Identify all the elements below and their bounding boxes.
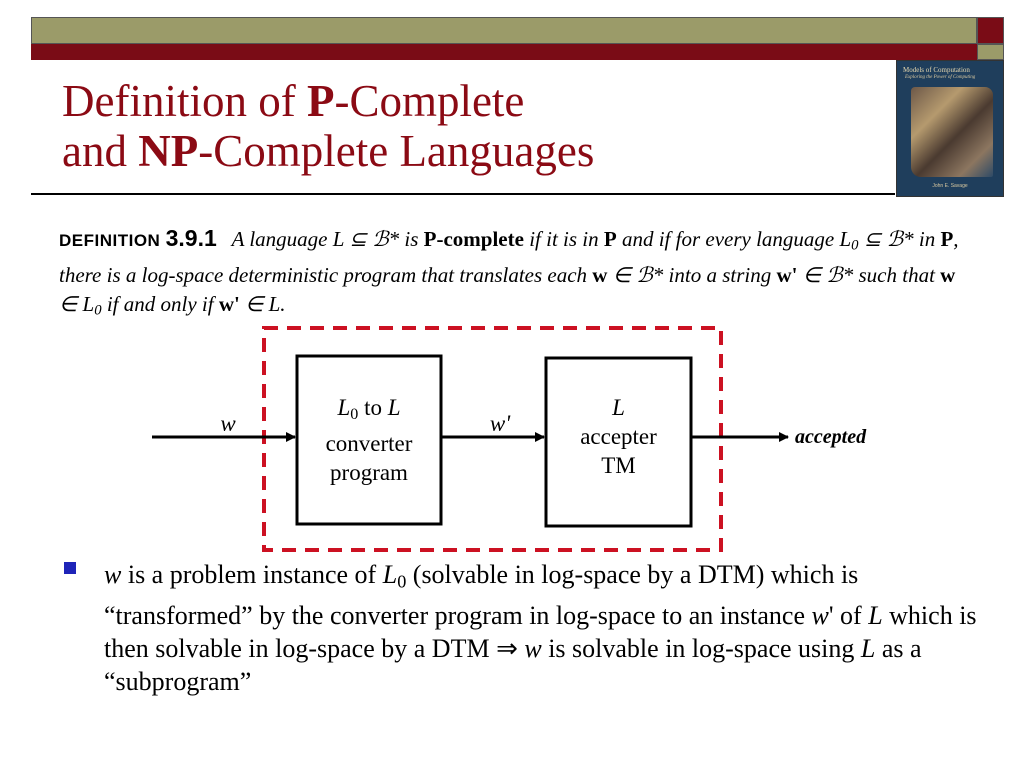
definition-number: 3.9.1 bbox=[165, 225, 217, 251]
book-subtitle: Exploring the Power of Computing bbox=[905, 75, 976, 80]
converter-box-label bbox=[302, 393, 436, 487]
bullet-text: w is a problem instance of $L_0$ (solvable in log-space by a DTM) which is “transformed” by the converter program in log-space to an instance w' of L which is then solvable in log-space by a DTM ⇒ w is solvable in log-space using L as a “subprogram” bbox=[104, 560, 977, 696]
accepter-line-3: TM bbox=[601, 453, 636, 478]
book-author: John E. Savage bbox=[932, 183, 968, 189]
converter-line-3: program bbox=[330, 460, 408, 486]
accepter-box-label bbox=[551, 393, 686, 480]
converter-line-1: $L_0$ to L bbox=[337, 395, 401, 424]
accepter-line-2: accepter bbox=[580, 424, 657, 449]
definition-label: DEFINITION bbox=[59, 231, 161, 250]
input-w-label: w bbox=[220, 411, 236, 436]
title-line-1: Definition of P-Complete bbox=[62, 76, 525, 126]
definition-text: DEFINITION 3.9.1 A language L ⊆ ℬ* is P-complete if it is in P and if for every language $L_0$ ⊆ ℬ* in P, there is a log-space deterministic program that translates each w ∈ ℬ* into a string w' ∈ ℬ* such that w ∈ $L_0$ if and only if w' ∈ L. bbox=[59, 225, 959, 319]
middle-w-prime-label: w' bbox=[489, 411, 511, 436]
bullet-square-icon bbox=[64, 562, 76, 574]
converter-line-2: converter bbox=[325, 431, 413, 457]
book-title: Models of Computation bbox=[903, 66, 970, 74]
accepter-line-1: L bbox=[612, 395, 625, 420]
title-line-2: and NP-Complete Languages bbox=[62, 126, 595, 176]
accepted-label: accepted bbox=[795, 426, 867, 448]
